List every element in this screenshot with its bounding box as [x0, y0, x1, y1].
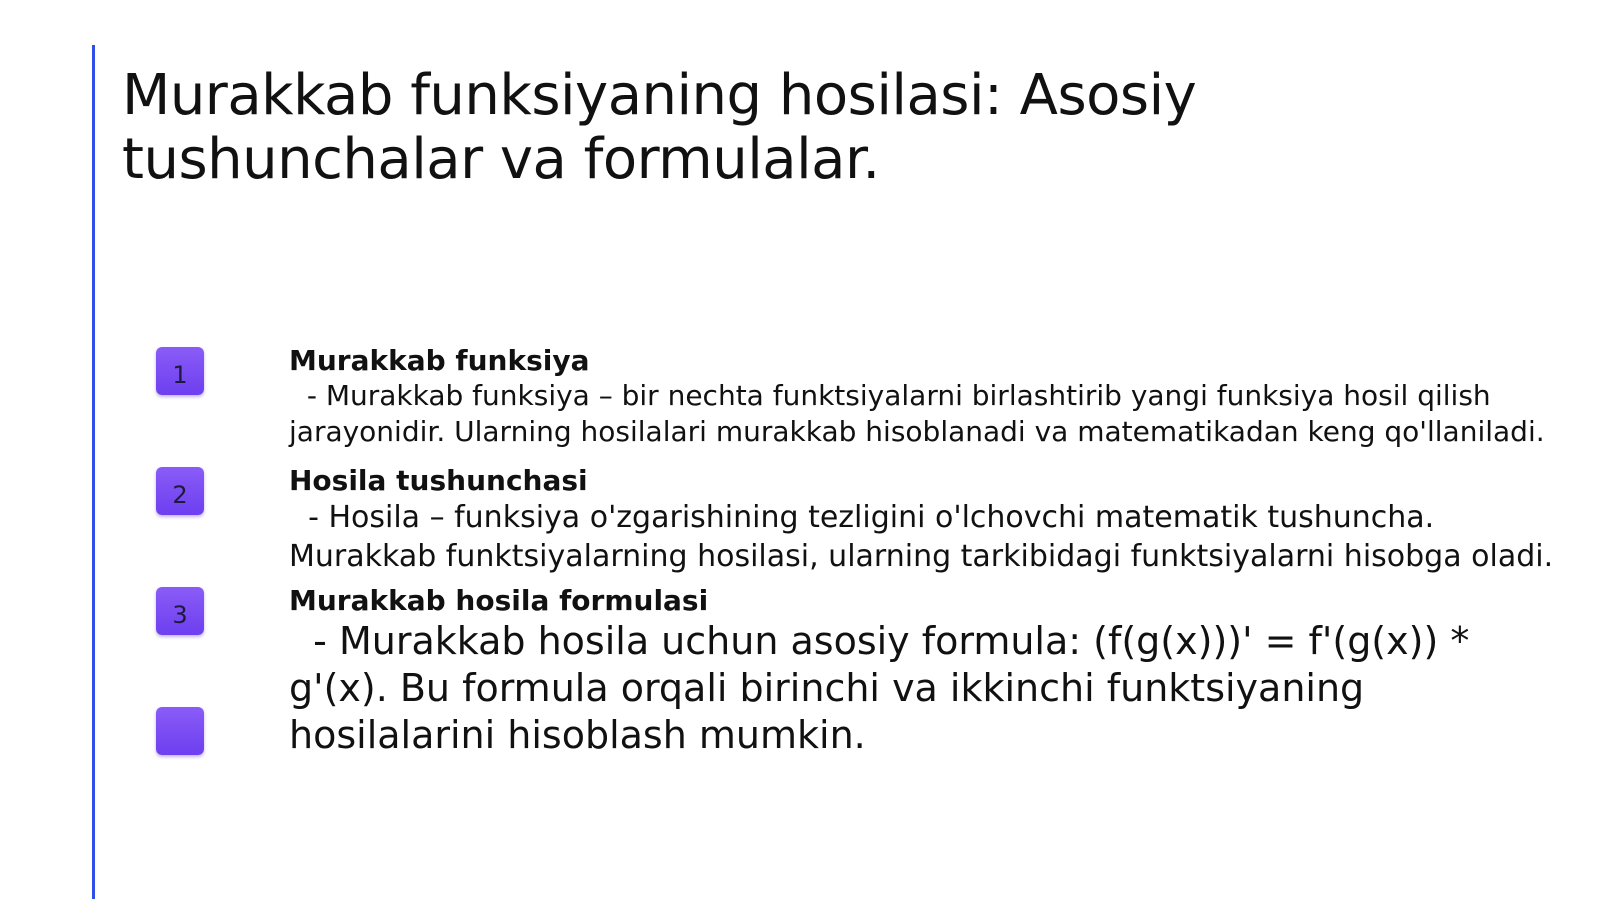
item-number-badge	[156, 707, 204, 755]
item-heading: Murakkab hosila formulasi	[289, 584, 709, 617]
list-item	[289, 464, 1579, 576]
item-description: - Murakkab funksiya – bir nechta funktsiyalarni birlashtirib yangi funksiya hosil qilish jarayonidir. Ularning hosilalari murakkab hisoblanadi va matematikadan keng qo'llaniladi.	[289, 379, 1545, 448]
item-heading: Hosila tushunchasi	[289, 464, 588, 497]
item-heading: Murakkab funksiya	[289, 344, 590, 377]
item-description: - Murakkab hosila uchun asosiy formula: (f(g(x)))' = f'(g(x)) * g'(x). Bu formula orqali birinchi va ikkinchi funktsiyaning hosilalarini hisoblash mumkin.	[289, 619, 1482, 757]
item-number-badge: 1	[156, 347, 204, 395]
accent-line	[92, 45, 95, 899]
item-description: - Hosila – funksiya o'zgarishining tezligini o'lchovchi matematik tushuncha. Murakkab funktsiyalarning hosilasi, ularning tarkibidagi funktsiyalarni hisobga oladi.	[289, 500, 1554, 574]
item-number-badge: 2	[156, 467, 204, 515]
list-item	[289, 344, 1579, 450]
list-item	[289, 584, 1579, 759]
item-number-badge: 3	[156, 587, 204, 635]
page-title: Murakkab funksiyaning hosilasi: Asosiy tushunchalar va formulalar.	[122, 63, 1197, 192]
